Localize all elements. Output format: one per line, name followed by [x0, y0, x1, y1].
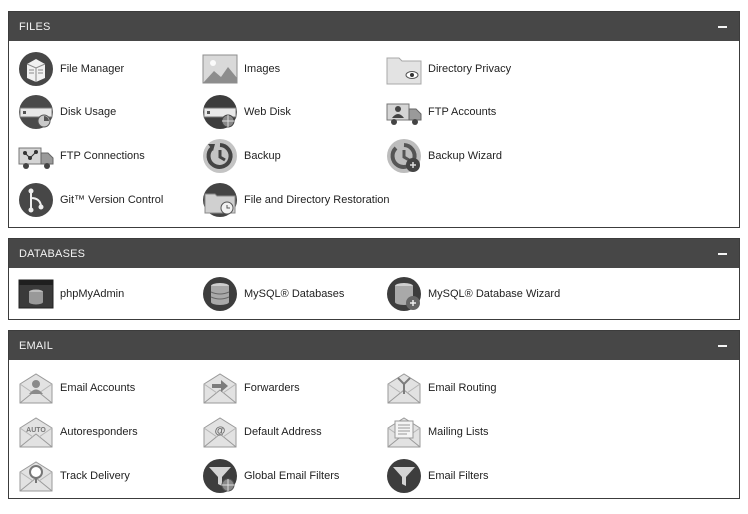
images-link[interactable]: [202, 49, 280, 89]
autoresponders-icon: [18, 414, 54, 450]
web-disk-link[interactable]: [202, 92, 291, 132]
forwarders-link[interactable]: [202, 368, 300, 408]
item-label: Default Address: [244, 426, 322, 438]
global-email-filters-link[interactable]: [202, 456, 339, 496]
mysql-database-wizard-link[interactable]: [386, 274, 560, 314]
item-label: Email Routing: [428, 382, 497, 394]
files-title: FILES: [19, 20, 51, 33]
mailing-lists-icon: [386, 414, 422, 450]
ftp-connections-icon: [18, 138, 54, 174]
disk-usage-link[interactable]: [18, 92, 116, 132]
email-accounts-link[interactable]: [18, 368, 135, 408]
email-header: [9, 331, 739, 360]
web-disk-icon: [202, 94, 238, 130]
track-delivery-link[interactable]: [18, 456, 130, 496]
mysql-wizard-icon: [386, 276, 422, 312]
git-version-control-link[interactable]: [18, 180, 163, 220]
backup-icon: [202, 138, 238, 174]
backup-wizard-icon: [386, 138, 422, 174]
databases-title: DATABASES: [19, 247, 86, 260]
item-label: Directory Privacy: [428, 63, 512, 75]
item-label: FTP Accounts: [428, 106, 497, 118]
auto-icon-text: AUTO: [26, 427, 46, 434]
ftp-connections-link[interactable]: [18, 136, 145, 176]
item-label: MySQL® Database Wizard: [428, 288, 561, 300]
images-icon: [202, 51, 238, 87]
item-label: Forwarders: [244, 382, 300, 394]
item-label: FTP Connections: [60, 150, 145, 162]
item-label: Email Accounts: [60, 382, 136, 394]
item-label: Git™ Version Control: [60, 194, 164, 206]
files-header: [9, 12, 739, 41]
mysql-databases-icon: [202, 276, 238, 312]
item-label: Autoresponders: [60, 426, 138, 438]
phpmyadmin-icon: [18, 276, 54, 312]
directory-privacy-icon: [386, 51, 422, 87]
ftp-accounts-icon: [386, 94, 422, 130]
collapse-icon[interactable]: [715, 247, 729, 261]
mysql-databases-link[interactable]: [202, 274, 344, 314]
databases-panel: [8, 238, 740, 320]
mailing-lists-link[interactable]: [386, 412, 489, 452]
item-label: Email Filters: [428, 470, 489, 482]
file-restoration-icon: [202, 182, 238, 218]
item-label: Disk Usage: [60, 106, 117, 118]
email-filters-icon: [386, 458, 422, 494]
item-label: File and Directory Restoration: [244, 194, 390, 206]
collapse-icon[interactable]: [715, 339, 729, 353]
disk-usage-icon: [18, 94, 54, 130]
files-panel: [8, 11, 740, 228]
email-title: EMAIL: [19, 339, 54, 352]
email-panel: [8, 330, 740, 499]
svg-text:@: @: [214, 425, 226, 437]
global-email-filters-icon: [202, 458, 238, 494]
item-label: Backup: [244, 150, 281, 162]
email-routing-link[interactable]: [386, 368, 496, 408]
collapse-icon[interactable]: [715, 20, 729, 34]
item-label: phpMyAdmin: [60, 288, 125, 300]
track-delivery-icon: [18, 458, 54, 494]
backup-link[interactable]: [202, 136, 281, 176]
default-address-link[interactable]: [202, 412, 322, 452]
email-routing-icon: [386, 370, 422, 406]
ftp-accounts-link[interactable]: [386, 92, 496, 132]
item-label: File Manager: [60, 63, 125, 75]
item-label: Track Delivery: [60, 470, 130, 482]
item-label: MySQL® Databases: [244, 288, 345, 300]
backup-wizard-link[interactable]: [386, 136, 502, 176]
databases-header: [9, 239, 739, 268]
forwarders-icon: [202, 370, 238, 406]
file-manager-link[interactable]: [18, 49, 124, 89]
item-label: Global Email Filters: [244, 470, 340, 482]
file-manager-icon: [18, 51, 54, 87]
directory-privacy-link[interactable]: [386, 49, 511, 89]
email-accounts-icon: [18, 370, 54, 406]
default-address-icon: [202, 414, 238, 450]
phpmyadmin-link[interactable]: [18, 274, 124, 314]
item-label: Web Disk: [244, 106, 291, 118]
git-icon: [18, 182, 54, 218]
item-label: Mailing Lists: [428, 426, 489, 438]
item-label: Images: [244, 63, 281, 75]
autoresponders-link[interactable]: [18, 412, 138, 452]
email-filters-link[interactable]: [386, 456, 489, 496]
file-restoration-link[interactable]: [202, 180, 390, 220]
item-label: Backup Wizard: [428, 150, 502, 162]
